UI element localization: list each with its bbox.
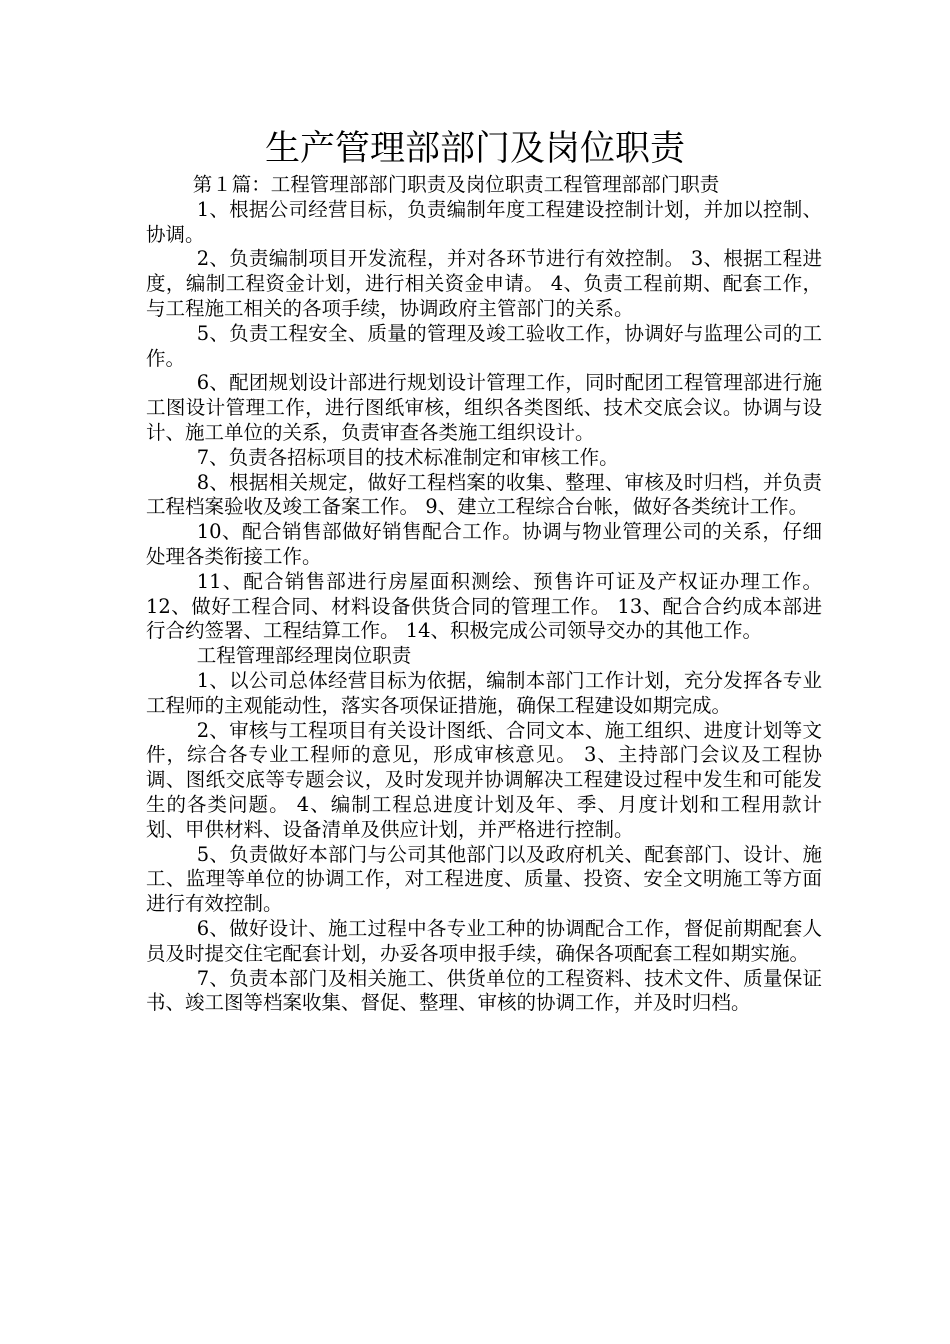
paragraph: 第１篇：工程管理部部门职责及岗位职责工程管理部部门职责: [192, 173, 720, 196]
paragraph: 7、负责各招标项目的技术标准制定和审核工作。: [196, 445, 619, 469]
paragraph: 5、负责工程安全、质量的管理及竣工验收工作，协调好与监理公司的工作。: [146, 321, 822, 370]
paragraph: 11、配合销售部进行房屋面积测绘、预售许可证及产权证办理工作。 12、做好工程合同、材料设备供货合同的管理工作。 13、配合合约成本部进行合约签署、工程结算工作。 14、积极完成公司领导交办的其他工作。: [146, 569, 822, 643]
paragraph: 1、以公司总体经营目标为依据，编制本部门工作计划，充分发挥各专业工程师的主观能动性，落实各项保证措施，确保工程建设如期完成。: [146, 668, 822, 717]
paragraph: 10、配合销售部做好销售配合工作。协调与物业管理公司的关系，仔细处理各类衔接工作。: [146, 520, 822, 568]
paragraph: 5、负责做好本部门与公司其他部门以及政府机关、配套部门、设计、施工、监理等单位的协调工作，对工程进度、质量、投资、安全文明施工等方面进行有效控制。: [146, 842, 822, 916]
paragraph: 2、审核与工程项目有关设计图纸、合同文本、施工组织、进度计划等文件，综合各专业工程师的意见，形成审核意见。 3、主持部门会议及工程协调、图纸交底等专题会议，及时发现并协调解决工程建设过程中发生和可能发生的各类问题。 4、编制工程总进度计划及年、季、月度计划和工程用款计划、甲供材料、设备清单及供应计划，并严格进行控制。: [146, 718, 822, 841]
paragraph: 1、根据公司经营目标，负责编制年度工程建设控制计划，并加以控制、协调。: [146, 197, 822, 246]
document-title: 生产管理部部门及岗位职责: [264, 129, 685, 169]
paragraph: 7、负责本部门及相关施工、供货单位的工程资料、技术文件、质量保证书、竣工图等档案收集、督促、整理、审核的协调工作，并及时归档。: [146, 966, 822, 1015]
section-heading: 工程管理部经理岗位职责: [196, 644, 412, 668]
paragraph: 6、做好设计、施工过程中各专业工种的协调配合工作，督促前期配套人员及时提交住宅配套计划，办妥各项申报手续，确保各项配套工程如期实施。: [146, 916, 822, 965]
document-body: [146, 173, 822, 1016]
paragraph: 6、配团规划设计部进行规划设计管理工作，同时配团工程管理部进行施工图设计管理工作，进行图纸审核，组织各类图纸、技术交底会议。协调与设计、施工单位的关系，负责审查各类施工组织设计。: [146, 371, 822, 444]
paragraph: 8、根据相关规定，做好工程档案的收集、整理、审核及时归档，并负责工程档案验收及竣工备案工作。 9、建立工程综合台帐，做好各类统计工作。: [146, 470, 822, 519]
paragraph: 2、负责编制项目开发流程，并对各环节进行有效控制。 3、根据工程进度，编制工程资金计划，进行相关资金申请。 4、负责工程前期、配套工作，与工程施工相关的各项手续，协调政府主管部门的关系。: [146, 247, 822, 320]
